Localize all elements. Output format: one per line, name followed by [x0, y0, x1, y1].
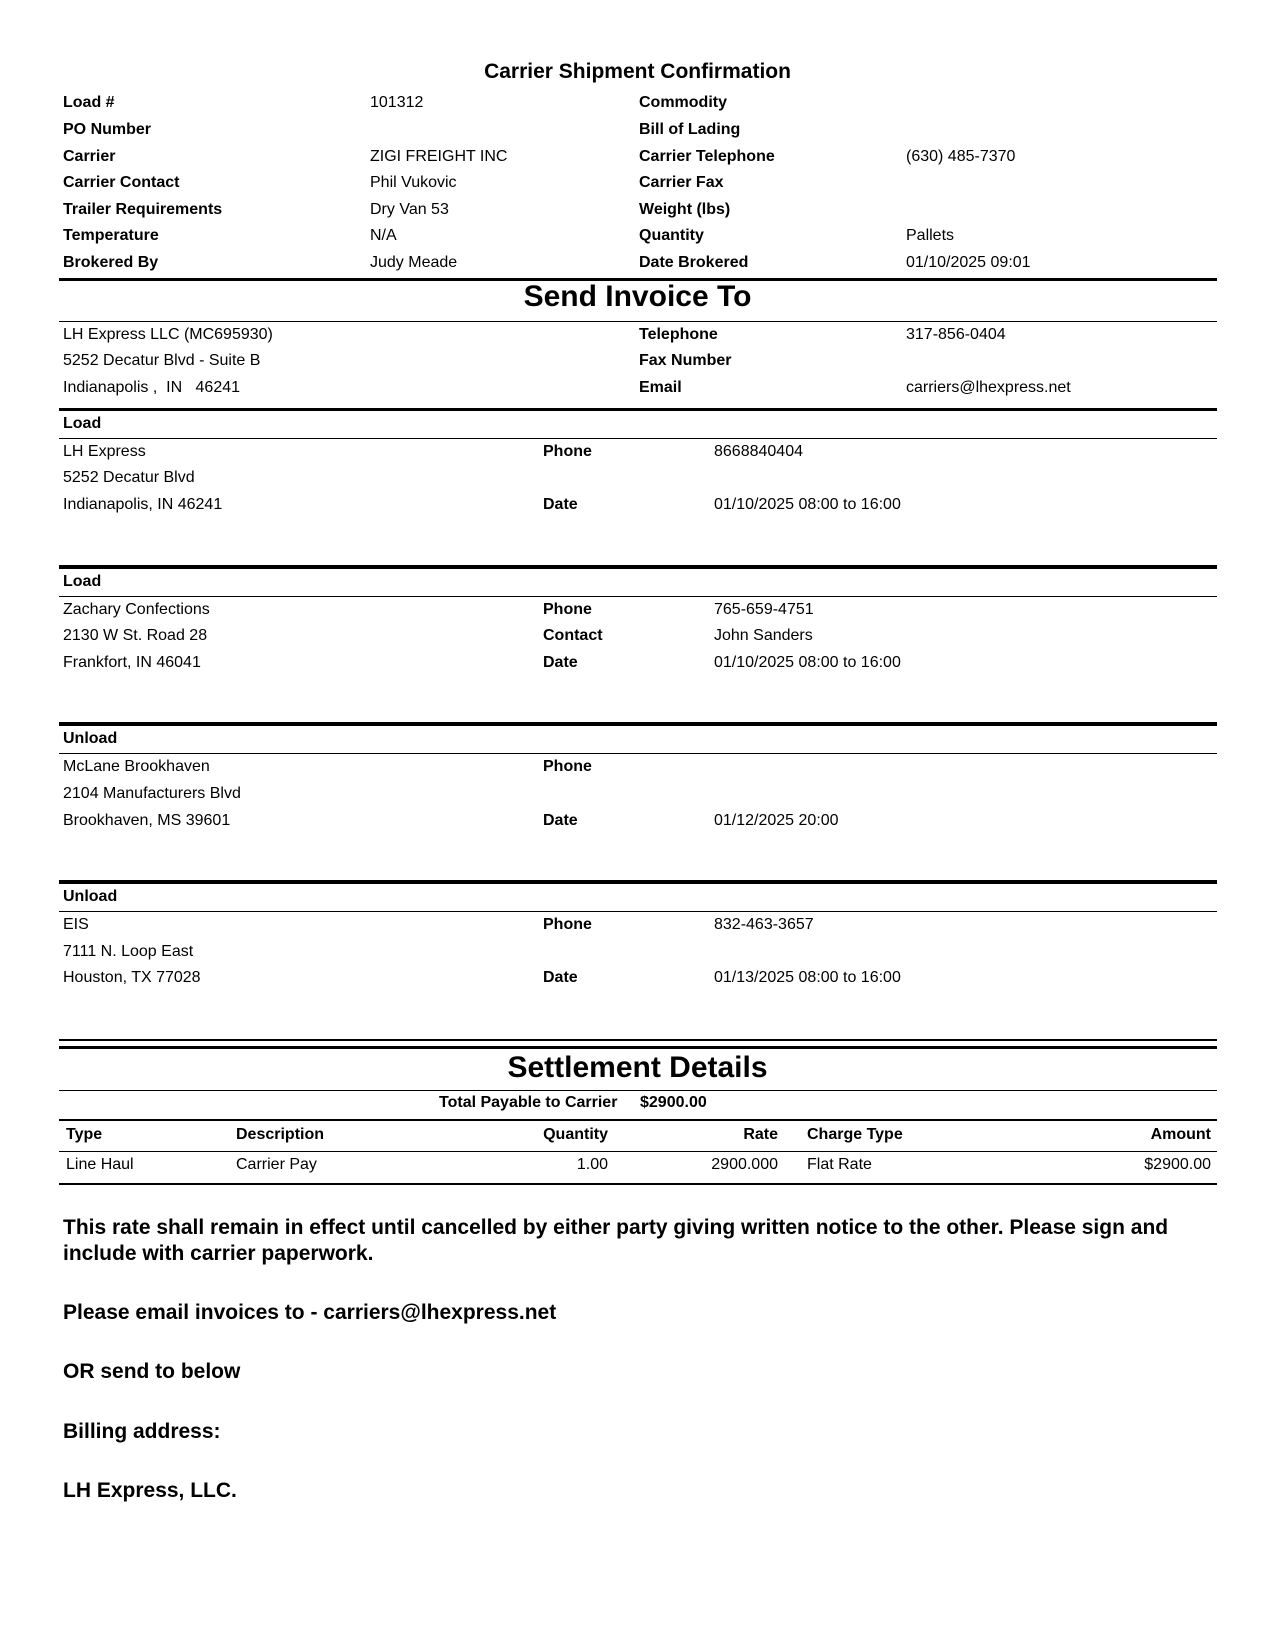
billing-company-name: LH Express, LLC.: [63, 1479, 237, 1502]
commodity-label: Commodity: [639, 94, 727, 111]
invoice-city: Indianapolis , IN 46241: [63, 379, 241, 396]
stop-city: Brookhaven, MS 39601: [63, 812, 231, 829]
date-brokered-label: Date Brokered: [639, 254, 749, 271]
row-amount: $2900.00: [1144, 1156, 1211, 1173]
rate-notice: This rate shall remain in effect until cancelled by either party giving written notice to the other. Please sign and include with carrier paperwork.: [63, 1216, 1169, 1265]
stop-street: 7111 N. Loop East: [63, 943, 194, 960]
stop-date-label: Date: [543, 969, 578, 986]
stop-date-value: 01/10/2025 08:00 to 16:00: [714, 654, 901, 671]
send-invoice-heading: Send Invoice To: [523, 280, 752, 313]
divider: [59, 1151, 1217, 1152]
fax-number-label: Fax Number: [639, 352, 732, 369]
carrier-label: Carrier: [63, 148, 116, 165]
row-charge-type: Flat Rate: [807, 1156, 872, 1173]
trailer-requirements-label: Trailer Requirements: [63, 201, 223, 218]
weight-label: Weight (lbs): [639, 201, 731, 218]
total-payable-label: Total Payable to Carrier: [439, 1094, 618, 1111]
stop-street: 5252 Decatur Blvd: [63, 469, 195, 486]
stop-city: Houston, TX 77028: [63, 969, 201, 986]
invoice-street: 5252 Decatur Blvd - Suite B: [63, 352, 261, 369]
email-invoice-line: Please email invoices to - carriers@lhexpress.net: [63, 1301, 557, 1324]
stop-date-label: Date: [543, 812, 578, 829]
column-header-rate: Rate: [743, 1126, 778, 1143]
stop-date-label: Date: [543, 496, 578, 513]
column-header-type: Type: [66, 1126, 103, 1143]
email-label: Email: [639, 379, 682, 396]
carrier-fax-label: Carrier Fax: [639, 174, 724, 191]
divider: [59, 1090, 1217, 1091]
stop-contact-value: John Sanders: [714, 627, 813, 644]
telephone-label: Telephone: [639, 326, 718, 343]
stop-type-label: Unload: [63, 730, 118, 747]
divider: [59, 565, 1217, 569]
row-description: Carrier Pay: [236, 1156, 317, 1173]
divider: [59, 911, 1217, 912]
stop-type-label: Load: [63, 573, 102, 590]
stop-name: Zachary Confections: [63, 601, 210, 618]
stop-phone-label: Phone: [543, 443, 592, 460]
billing-address-label: Billing address:: [63, 1420, 221, 1443]
divider: [59, 880, 1217, 884]
stop-phone-label: Phone: [543, 601, 592, 618]
stop-type-label: Unload: [63, 888, 118, 905]
po-number-label: PO Number: [63, 121, 152, 138]
carrier-telephone-value: (630) 485-7370: [906, 148, 1016, 165]
divider: [59, 1183, 1217, 1185]
stop-name: EIS: [63, 916, 89, 933]
divider: [59, 321, 1217, 322]
stop-city: Frankfort, IN 46041: [63, 654, 201, 671]
or-send-line: OR send to below: [63, 1360, 241, 1383]
settlement-heading: Settlement Details: [507, 1051, 768, 1084]
stop-street: 2104 Manufacturers Blvd: [63, 785, 241, 802]
document-title: Carrier Shipment Confirmation: [484, 60, 791, 83]
divider: [59, 438, 1217, 439]
telephone-value: 317-856-0404: [906, 326, 1006, 343]
column-header-amount: Amount: [1150, 1126, 1211, 1143]
stop-date-value: 01/12/2025 20:00: [714, 812, 839, 829]
trailer-requirements-value: Dry Van 53: [370, 201, 449, 218]
bill-of-lading-label: Bill of Lading: [639, 121, 741, 138]
date-brokered-value: 01/10/2025 09:01: [906, 254, 1031, 271]
stop-name: LH Express: [63, 443, 146, 460]
divider: [59, 1119, 1217, 1121]
carrier-contact-value: Phil Vukovic: [370, 174, 457, 191]
column-header-description: Description: [236, 1126, 325, 1143]
brokered-by-label: Brokered By: [63, 254, 159, 271]
carrier-telephone-label: Carrier Telephone: [639, 148, 775, 165]
carrier-contact-label: Carrier Contact: [63, 174, 180, 191]
row-type: Line Haul: [66, 1156, 134, 1173]
temperature-label: Temperature: [63, 227, 159, 244]
stop-name: McLane Brookhaven: [63, 758, 210, 775]
total-payable-value: $2900.00: [640, 1094, 707, 1111]
stop-date-value: 01/10/2025 08:00 to 16:00: [714, 496, 901, 513]
divider: [59, 1039, 1217, 1041]
stop-date-value: 01/13/2025 08:00 to 16:00: [714, 969, 901, 986]
load-number-value: 101312: [370, 94, 424, 111]
stop-phone-label: Phone: [543, 758, 592, 775]
row-rate: 2900.000: [711, 1156, 778, 1173]
stop-phone-value: 8668840404: [714, 443, 803, 460]
divider: [59, 722, 1217, 726]
stop-phone-value: 765-659-4751: [714, 601, 814, 618]
stop-phone-value: 832-463-3657: [714, 916, 814, 933]
column-header-charge-type: Charge Type: [807, 1126, 903, 1143]
stop-contact-label: Contact: [543, 627, 603, 644]
row-quantity: 1.00: [576, 1156, 608, 1173]
column-header-quantity: Quantity: [543, 1126, 608, 1143]
stop-date-label: Date: [543, 654, 578, 671]
email-value[interactable]: carriers@lhexpress.net: [906, 379, 1071, 396]
stop-street: 2130 W St. Road 28: [63, 627, 208, 644]
load-number-label: Load #: [63, 94, 115, 111]
quantity-value: Pallets: [906, 227, 955, 244]
stop-phone-label: Phone: [543, 916, 592, 933]
divider: [59, 1046, 1217, 1049]
divider: [59, 408, 1217, 411]
carrier-value: ZIGI FREIGHT INC: [370, 148, 508, 165]
stop-type-label: Load: [63, 415, 102, 432]
divider: [59, 753, 1217, 754]
stop-city: Indianapolis, IN 46241: [63, 496, 223, 513]
invoice-company: LH Express LLC (MC695930): [63, 326, 273, 343]
divider: [59, 596, 1217, 597]
temperature-value: N/A: [370, 227, 397, 244]
brokered-by-value: Judy Meade: [370, 254, 458, 271]
quantity-label: Quantity: [639, 227, 704, 244]
